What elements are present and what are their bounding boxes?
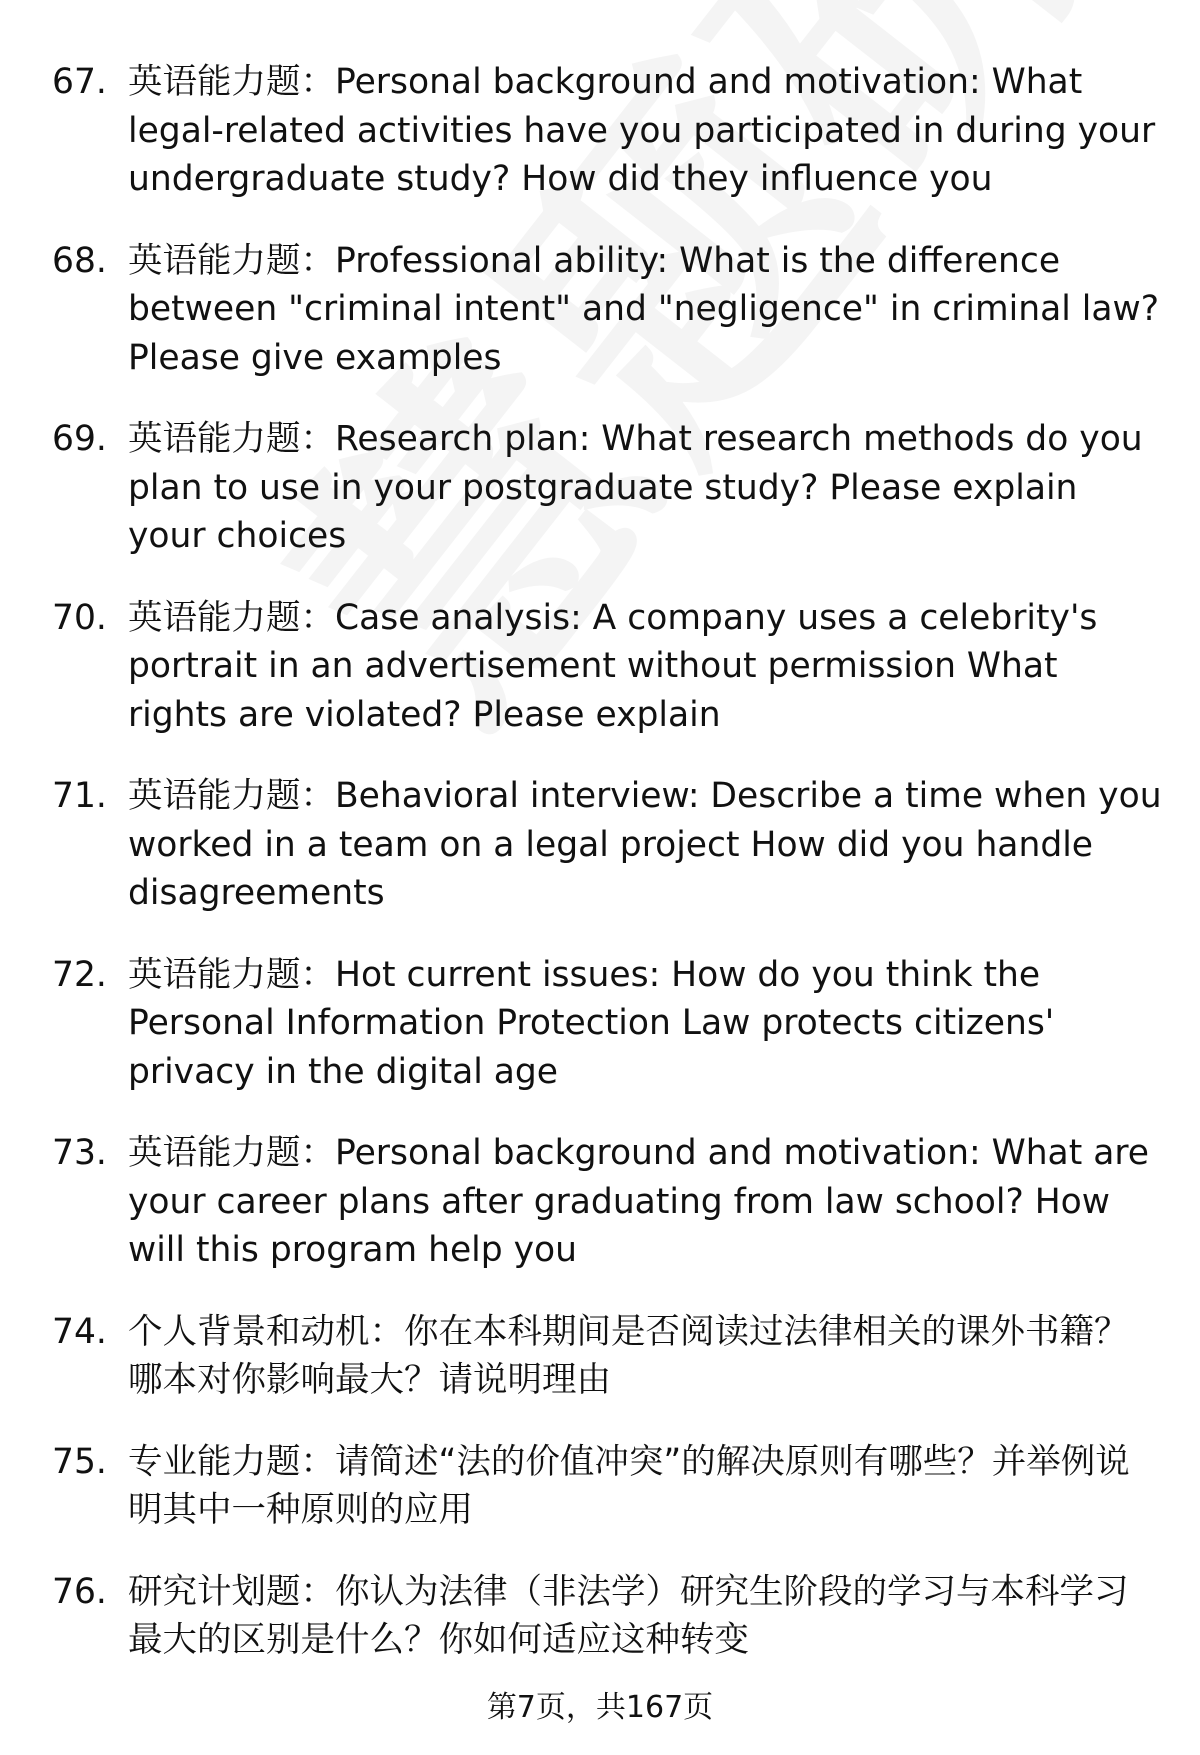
question-number: 75. (52, 1441, 107, 1482)
question-text: 专业能力题：请简述“法的价值冲突”的解决原则有哪些？并举例说明其中一种原则的应用 (128, 1441, 1130, 1530)
question-number: 70. (52, 597, 107, 638)
question-text: 英语能力题：Case analysis: A company uses a celebrity's portrait in an advertisement without permission What rights are violated? Please explain (128, 597, 1098, 735)
list-item (52, 951, 1162, 1097)
list-item (52, 1129, 1162, 1275)
question-text: 英语能力题：Behavioral interview: Describe a time when you worked in a team on a legal project How did you handle disagreements (128, 776, 1162, 913)
list-item (52, 415, 1162, 561)
list-item (52, 1308, 1162, 1405)
question-text: 英语能力题：Professional ability: What is the difference between "criminal intent" and "negligence" in criminal law? Please give examples (128, 240, 1160, 378)
question-text: 研究计划题：你认为法律（非法学）研究生阶段的学习与本科学习最大的区别是什么？你如何适应这种转变 (128, 1571, 1129, 1660)
question-text: 英语能力题：Personal background and motivation: What are your career plans after graduating from law school? How will this program help you (128, 1133, 1149, 1270)
list-item (52, 1438, 1162, 1535)
list-item (52, 594, 1162, 740)
question-text: 个人背景和动机：你在本科期间是否阅读过法律相关的课外书籍？哪本对你影响最大？请说明理由 (128, 1311, 1129, 1400)
question-number: 76. (52, 1571, 107, 1612)
question-number: 72. (52, 954, 107, 995)
question-text: 英语能力题：Hot current issues: How do you think the Personal Information Protection Law protects citizens' privacy in the digital age (128, 954, 1055, 1092)
question-text: 英语能力题：Personal background and motivation: What legal-related activities have you participated in during your undergraduate study? How did they influence you (128, 62, 1156, 199)
question-list (52, 58, 1162, 1698)
page-footer: 第7页，共167页 (486, 1690, 714, 1725)
question-text: 英语能力题：Research plan: What research methods do you plan to use in your postgraduate study? Please explain your choices (128, 419, 1143, 556)
question-number: 69. (52, 419, 107, 459)
list-item (52, 772, 1162, 918)
question-number: 73. (52, 1133, 107, 1173)
list-item (52, 58, 1162, 204)
question-number: 74. (52, 1311, 107, 1352)
list-item (52, 237, 1162, 383)
list-item (52, 1568, 1162, 1665)
question-number: 68. (52, 240, 107, 281)
question-number: 71. (52, 776, 107, 816)
question-number: 67. (52, 62, 107, 102)
